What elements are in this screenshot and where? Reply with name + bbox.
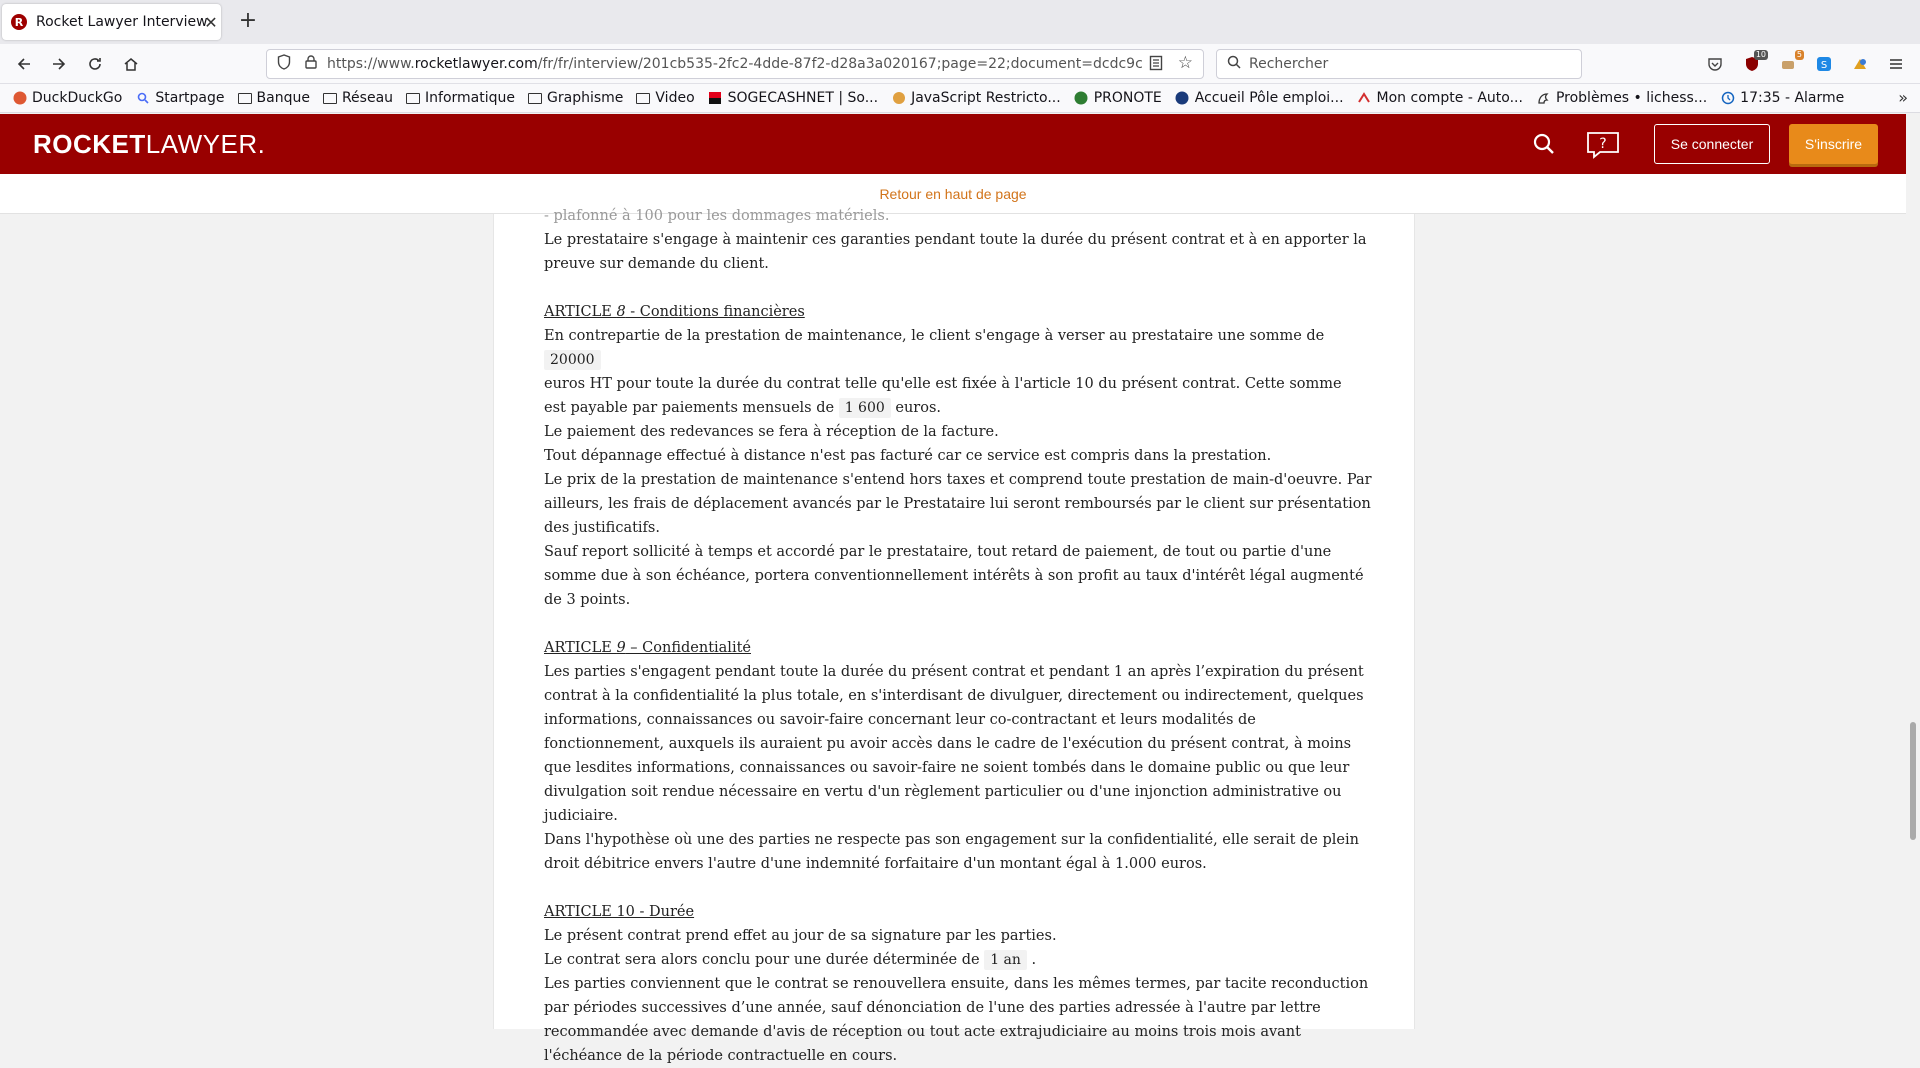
help-icon[interactable] [1586,131,1620,159]
page-scrollbar-thumb[interactable] [1910,722,1916,840]
new-tab-button[interactable]: + [238,8,258,33]
navigation-toolbar [0,44,1920,84]
bookmark-label: SOGECASHNET | So... [727,90,879,106]
extension-icon[interactable] [1778,50,1802,74]
login-button[interactable]: Se connecter [1654,124,1770,164]
paragraph: Le présent contrat prend effet au jour de sa signature par les parties. [544,928,1057,944]
back-button[interactable] [10,50,38,78]
pole-emploi-icon [1175,91,1190,105]
forward-button[interactable] [45,50,73,78]
home-button[interactable] [117,50,145,78]
extension-badge: 5 [1796,50,1802,59]
javascript-icon [891,91,906,105]
bookmark-folder-reseau[interactable] [323,90,393,106]
bookmark-label: Startpage [155,90,225,106]
document-preview [493,208,1415,1064]
site-search-icon[interactable] [1532,132,1556,156]
folder-icon [238,93,252,104]
bookmark-folder-video[interactable] [636,90,694,106]
search-bar[interactable] [1216,49,1582,79]
text: En contrepartie de la prestation de maintenance, le client s'engage à verser au prestataire une somme de [544,328,1325,344]
bookmark-startpage[interactable] [135,90,224,106]
startpage-icon [135,91,150,105]
skype-extension-icon[interactable] [1814,54,1834,74]
article-10-heading: ARTICLE 10 - Durée [544,904,695,920]
folder-icon [323,93,337,104]
paragraph: Dans l'hypothèse où une des parties ne respecte pas son engagement sur la confidentialité, elle serait de plein droit débitrice envers l'autre d'une indemnité forfaitaire d'un montant égal à 1.000 euros. [544,832,1359,872]
duration-field[interactable]: 1 an [984,950,1027,970]
url-text[interactable] [327,56,1147,72]
tab-bar [0,0,1920,44]
bookmark-lichess[interactable] [1536,90,1707,106]
bookmark-label: Video [655,90,695,106]
bookmark-label: Réseau [341,90,394,106]
paragraph: euros HT pour toute la durée du contrat telle qu'elle est fixée à l'article 10 du présent contrat. Cette somme [544,376,1342,392]
paragraph [544,324,1374,372]
url-domain: rocketlawyer.com [414,56,538,72]
paragraph [544,948,1374,972]
close-tab-icon[interactable]: ✕ [204,12,218,32]
monthly-payment-field[interactable]: 1 600 [839,398,891,418]
paragraph: Tout dépannage effectué à distance n'est pas facturé car ce service est compris dans la prestation. [544,448,1272,464]
duckduckgo-icon [12,91,27,105]
bookmark-javascript-restrictor[interactable] [891,90,1061,106]
reload-icon [87,56,103,72]
bookmark-label: Graphisme [547,90,624,106]
text: Le contrat sera alors conclu pour une durée déterminée de [544,952,985,968]
lichess-icon [1536,91,1551,105]
sogecashnet-icon [708,91,723,105]
back-to-top-link[interactable]: Retour en haut de page [0,174,1906,214]
ublock-badge: 10 [1755,50,1766,59]
bookmark-duckduckgo[interactable] [12,90,122,106]
active-tab[interactable] [2,4,221,40]
pronote-icon [1074,91,1089,105]
home-icon [123,56,139,72]
bookmark-label: Problèmes • lichess... [1555,90,1708,106]
bookmark-label: Mon compte - Auto... [1376,90,1523,106]
paragraph: Les parties s'engagent pendant toute la durée du présent contrat et pendant 1 an après l’expiration du présent contrat à la confidentialité la plus totale, en s'interdisant de divulguer, directement ou indirectement, quelques informations, connaissances ou savoir-faire concernant leur co-contractant et leurs modalités de fonctionnement, auxquels ils auraient pu avoir accès dans le cadre de l'exécution du présent contrat, à moins que lesdites informations, connaissances ou savoir-faire ne soient tombés dans le domaine public ou que leur divulgation soit rendue nécessaire en vertu d'un règlement particulier ou d'une injonction administrative ou judiciaire. [544,664,1364,824]
signup-button[interactable]: S'inscrire [1789,124,1878,164]
addon-icon[interactable] [1850,54,1870,74]
bookmark-folder-banque[interactable] [238,90,310,106]
paragraph: Les parties conviennent que le contrat se renouvellera ensuite, dans les mêmes termes, par tacite reconduction par périodes successives d’une année, sauf dénonciation de l'une des parties adressée à l'autre par lettre recommandée avec demande d'avis de réception ou tout acte extrajudiciaire au moins trois mois avant l'échéance de la période contractuelle en cours. [544,976,1369,1064]
heading-prefix: ARTICLE [544,304,617,320]
alarm-icon [1720,91,1735,105]
svg-text:?: ? [1599,136,1607,152]
bookmark-star-icon[interactable]: ☆ [1177,53,1193,73]
bookmark-label: JavaScript Restricto... [911,90,1061,106]
logo-bold-text: ROCKET [33,129,146,159]
pocket-icon[interactable] [1705,54,1725,74]
heading-prefix: ARTICLE [544,640,617,656]
url-path: /fr/fr/interview/201cb535-2fc2-4dde-87f2-d28a3a020167;page=22;document=dcdc9c [537,56,1143,72]
document-body [544,204,1374,1068]
rocketlawyer-favicon-icon: R [11,14,27,30]
folder-icon [528,93,542,104]
url-prefix: https://www. [327,56,415,72]
search-placeholder: Rechercher [1249,56,1329,72]
tab-title: Rocket Lawyer Interview [36,14,208,30]
amount-field[interactable]: 20000 [544,350,601,370]
bookmarks-toolbar [0,84,1920,113]
shield-icon[interactable] [277,54,291,74]
svg-text:S: S [1820,60,1828,71]
menu-hamburger-icon[interactable] [1886,54,1906,74]
bookmark-folder-informatique[interactable] [406,90,515,106]
bookmark-mon-compte-auto[interactable] [1357,90,1523,106]
paragraph [544,396,1374,420]
bookmark-pole-emploi[interactable] [1175,90,1344,106]
bookmarks-overflow-chevron-icon[interactable]: » [1898,88,1908,107]
text: . [1026,952,1037,968]
bookmark-label: PRONOTE [1093,90,1162,106]
paragraph: Le prix de la prestation de maintenance s'entend hors taxes et comprend toute prestation de main-d'oeuvre. Par ailleurs, les frais de déplacement avancés par le Prestataire lui seront remboursés par le client sur présentation des justificatifs. [544,472,1372,536]
lock-icon[interactable] [305,55,317,73]
bookmark-label: Informatique [425,90,516,106]
paragraph: Le prestataire s'engage à maintenir ces garanties pendant toute la durée du présent contrat et à en apporter la preuve sur demande du client. [544,232,1367,272]
bookmark-pronote[interactable] [1074,90,1162,106]
article-number: 8 [616,304,626,320]
text: est payable par paiements mensuels de [544,400,839,416]
article-number: 9 [616,640,626,656]
url-bar[interactable] [266,49,1204,79]
faded-line: - plafonné à 100 pour les dommages matériels. [544,208,890,224]
bookmark-label: Accueil Pôle emploi... [1194,90,1344,106]
search-icon [1227,55,1241,73]
logo-light-text: LAWYER. [145,129,266,159]
reload-button[interactable] [81,50,109,78]
rocketlawyer-logo[interactable] [33,129,265,160]
reader-view-icon[interactable] [1149,55,1163,75]
paragraph: Sauf report sollicité à temps et accordé par le prestataire, tout retard de paiement, de tout ou partie d'une somme due à son échéance, portera conventionnellement intérêts à son profit au taux d'intérêt légal augmenté de 3 points. [544,544,1364,608]
heading-text: - Conditions financières [625,304,805,320]
folder-icon [406,93,420,104]
bookmark-sogecashnet[interactable] [708,90,878,106]
back-arrow-icon [16,56,32,72]
heading-text: – Confidentialité [625,640,751,656]
ublock-extension-icon[interactable] [1742,50,1766,74]
article-9-heading [544,636,1374,660]
site-header [0,114,1906,174]
article-8-heading [544,300,1374,324]
auto-icon [1357,91,1372,105]
paragraph: Le paiement des redevances se fera à réception de la facture. [544,424,999,440]
bookmark-label: 17:35 - Alarme [1740,90,1845,106]
text: euros. [890,400,942,416]
forward-arrow-icon [51,56,67,72]
bookmark-label: DuckDuckGo [32,90,123,106]
bookmark-alarme[interactable] [1720,90,1844,106]
bookmark-label: Banque [256,90,310,106]
folder-icon [636,93,650,104]
bookmark-folder-graphisme[interactable] [528,90,623,106]
